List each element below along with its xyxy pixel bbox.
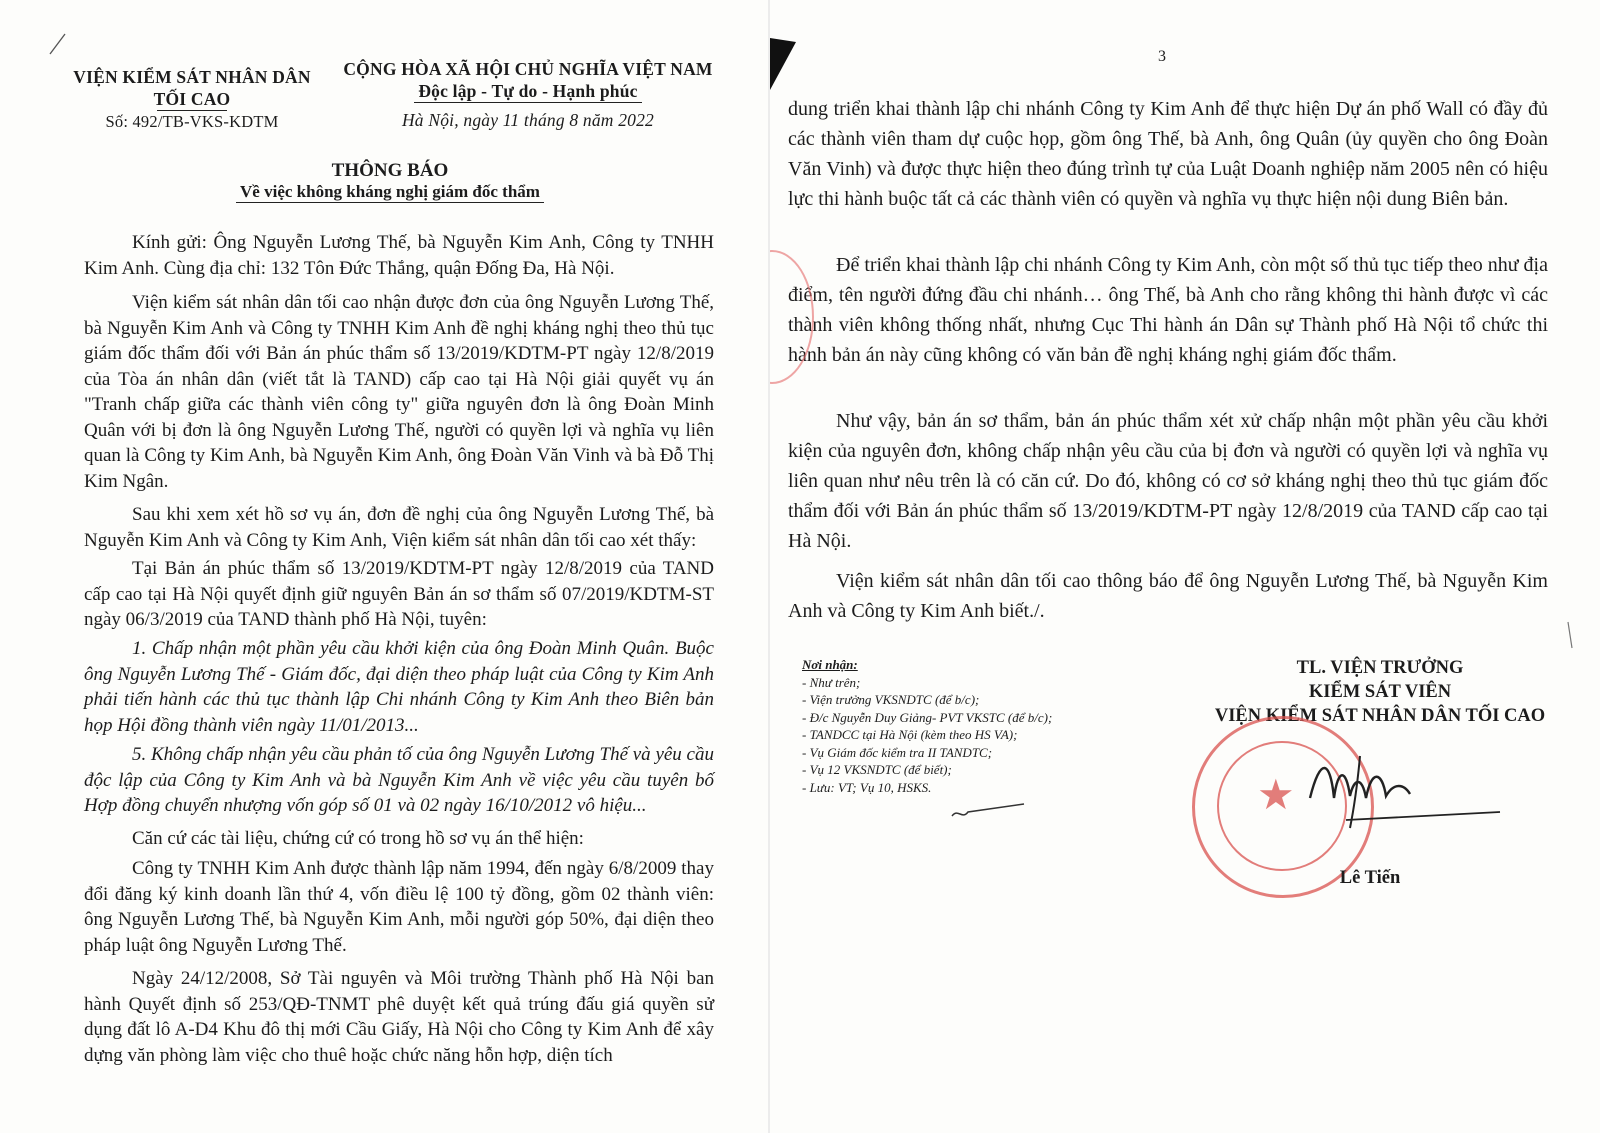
signature-line-2: KIỂM SÁT VIÊN (1308, 682, 1452, 702)
recipients-title: Nơi nhận: (802, 657, 858, 672)
agency-name-line2: TỐI CAO (153, 89, 231, 109)
signature-line-1: TL. VIỆN TRƯỞNG (1296, 658, 1464, 678)
signer-name: Lê Tiến (1339, 868, 1401, 888)
recipient-item: - Viện trưởng VKSNDTC (để b/c); (802, 692, 980, 707)
page-number: 3 (1158, 48, 1166, 65)
recipient-item: - Như trên; (802, 674, 861, 690)
recipients-block (802, 656, 1122, 796)
pen-mark (48, 32, 68, 61)
stamp-star-icon: ★ (1257, 773, 1295, 819)
signature-block (1180, 656, 1580, 728)
recipients-list (802, 674, 1122, 797)
issuing-agency (72, 66, 312, 133)
body-paragraph-7: Công ty TNHH Kim Anh được thành lập năm 1994, đến ngày 6/8/2009 thay đổi đăng ký kinh doanh lần thứ 4, vốn điều lệ 100 tỷ đồng, gồm 02 thành viên: ông Nguyễn Lương Thế, bà Nguyễn Kim Anh, mỗi người góp 50%, đại diện theo pháp luật ông Nguyễn Lương Thế. (84, 858, 714, 956)
judgment-quote-1: 1. Chấp nhận một phần yêu cầu khởi kiện của ông Đoàn Minh Quân. Buộc ông Nguyễn Lương Thế - Giám đốc, đại diện theo pháp luật của Công ty Kim Anh phải tiến hành các thủ tục thành lập Chi nhánh Công ty Kim Anh theo Biên bản họp Hội đồng thành viên ngày 11/01/2013... (84, 638, 714, 736)
salutation-paragraph: Kính gửi: Ông Nguyễn Lương Thế, bà Nguyễn Kim Anh, Công ty TNHH Kim Anh. Cùng địa chỉ: 132 Tôn Đức Thắng, quận Đống Đa, Hà Nội. (84, 232, 714, 279)
corner-mark (770, 38, 800, 99)
signature-line-3: VIỆN KIỂM SÁT NHÂN DÂN TỐI CAO (1214, 706, 1546, 726)
body-paragraph-6: Căn cứ các tài liệu, chứng cứ có trong hồ sơ vụ án thể hiện: (132, 828, 584, 849)
closing-paragraph: Viện kiểm sát nhân dân tối cao thông báo để ông Nguyễn Lương Thế, bà Nguyễn Kim Anh và Công ty Kim Anh biết./. (788, 570, 1548, 622)
continuation-paragraph: dung triển khai thành lập chi nhánh Công ty Kim Anh để thực hiện Dự án phố Wall có đầy đủ các thành viên tham dự cuộc họp, gồm ông Thế, bà Anh, ông Quân (ủy quyền cho ông Đoàn Văn Vinh) và được thực hiện theo đúng trình tự của Luật Doanh nghiệp năm 2005 nên có hiệu lực thi hành buộc tất cả các thành viên có quyền và nghĩa vụ thực hiện nội dung Biên bản. (788, 98, 1548, 210)
body-paragraph-1: Viện kiểm sát nhân dân tối cao nhận được đơn của ông Nguyễn Lương Thế, bà Nguyễn Kim Anh và Công ty TNHH Kim Anh đề nghị kháng nghị theo thủ tục giám đốc thẩm đối với Bản án phúc thẩm số 13/2019/KDTM-PT ngày 12/8/2019 của Tòa án nhân dân (viết tắt là TAND) cấp cao tại Hà Nội giải quyết vụ án "Tranh chấp giữa các thành viên công ty" giữa nguyên đơn là ông Đoàn Minh Quân với bị đơn là ông Nguyễn Lương Thế, người có quyền lợi và nghĩa vụ liên quan là Công ty Kim Anh, bà Nguyễn Kim Anh, ông Đoàn Văn Vinh và bà Đỗ Thị Kim Ngân. (84, 292, 714, 492)
document-number: Số: 492/TB-VKS-KDTM (105, 112, 279, 131)
body-paragraph-8: Ngày 24/12/2008, Sở Tài nguyên và Môi trường Thành phố Hà Nội ban hành Quyết định số 253/QĐ-TNMT phê duyệt kết quả trúng đấu giá quyền sử dụng đất lô A-D4 Khu đô thị mới Cầu Giấy, Hà Nội cho Công ty Kim Anh để xây dựng văn phòng làm việc cho thuê hoặc chức năng hỗn hợp, diện tích (84, 968, 714, 1066)
recipient-item: - TANDCC tại Hà Nội (kèm theo HS VA); (802, 727, 1018, 742)
body-paragraph-2: Sau khi xem xét hồ sơ vụ án, đơn đề nghị của ông Nguyễn Lương Thế, bà Nguyễn Kim Anh và Công ty Kim Anh, Viện kiểm sát nhân dân tối cao xét thấy: (84, 504, 714, 551)
recipient-item: - Đ/c Nguyễn Duy Giảng- PVT VKSTC (để b/c); (802, 709, 1053, 725)
recipient-item: - Vụ 12 VKSNDTC (để biết); (802, 762, 952, 777)
recipient-item: - Lưu: VT; Vụ 10, HSKS. (802, 779, 932, 795)
notice-title-block (150, 160, 630, 203)
notice-title: THÔNG BÁO (331, 160, 449, 181)
body-paragraph-r2: Như vậy, bản án sơ thẩm, bản án phúc thẩm xét xử chấp nhận một phần yêu cầu khởi kiện của nguyên đơn, không chấp nhận yêu cầu của bị đơn và người có quyền lợi và nghĩa vụ liên quan như nêu trên là có căn cứ. Do đó, không có cơ sở kháng nghị theo thủ tục giám đốc thẩm đối với Bản án phúc thẩm số 13/2019/KDTM-PT ngày 12/8/2019 của TAND cấp cao tại Hà Nội. (788, 410, 1548, 552)
body-paragraph-3: Tại Bản án phúc thẩm số 13/2019/KDTM-PT ngày 12/8/2019 của TAND cấp cao tại Hà Nội quyết định giữ nguyên Bản án sơ thẩm số 07/2019/KDTM-ST ngày 06/3/2019 của TAND thành phố Hà Nội, tuyên: (84, 558, 714, 630)
notice-subtitle: Về việc không kháng nghị giám đốc thẩm (150, 182, 630, 203)
document-page-left (0, 0, 770, 1133)
document-page-right (770, 0, 1600, 1133)
issue-date: Hà Nội, ngày 11 tháng 8 năm 2022 (401, 110, 655, 130)
handwritten-signature (1290, 738, 1510, 843)
initial-mark (948, 800, 1028, 829)
state-header (318, 58, 738, 131)
judgment-quote-2: 5. Không chấp nhận yêu cầu phản tố của ông Nguyễn Lương Thế và yêu cầu độc lập của Công ty Kim Anh và bà Nguyễn Kim Anh về việc yêu cầu tuyên bố Hợp đồng chuyển nhượng vốn góp số 01 và 02 ngày 16/10/2012 vô hiệu... (84, 744, 714, 816)
state-motto: Độc lập - Tự do - Hạnh phúc (318, 80, 738, 103)
agency-name-line1: VIỆN KIỂM SÁT NHÂN DÂN (73, 67, 311, 87)
body-paragraph-r1: Để triển khai thành lập chi nhánh Công ty Kim Anh, còn một số thủ tục tiếp theo như địa điểm, tên người đứng đầu chi nhánh… ông Thế, bà Anh cho rằng không thi hành được vì các thành viên không thống nhất, nhưng Cục Thi hành án Dân sự Thành phố Hà Nội tổ chức thi hành bản án này cũng không có văn bản đề nghị kháng nghị giám đốc thẩm. (788, 254, 1548, 366)
state-name: CỘNG HÒA XÃ HỘI CHỦ NGHĨA VIỆT NAM (343, 59, 713, 79)
recipient-item: - Vụ Giám đốc kiểm tra II TANDTC; (802, 744, 993, 760)
edge-dash (1566, 620, 1576, 655)
